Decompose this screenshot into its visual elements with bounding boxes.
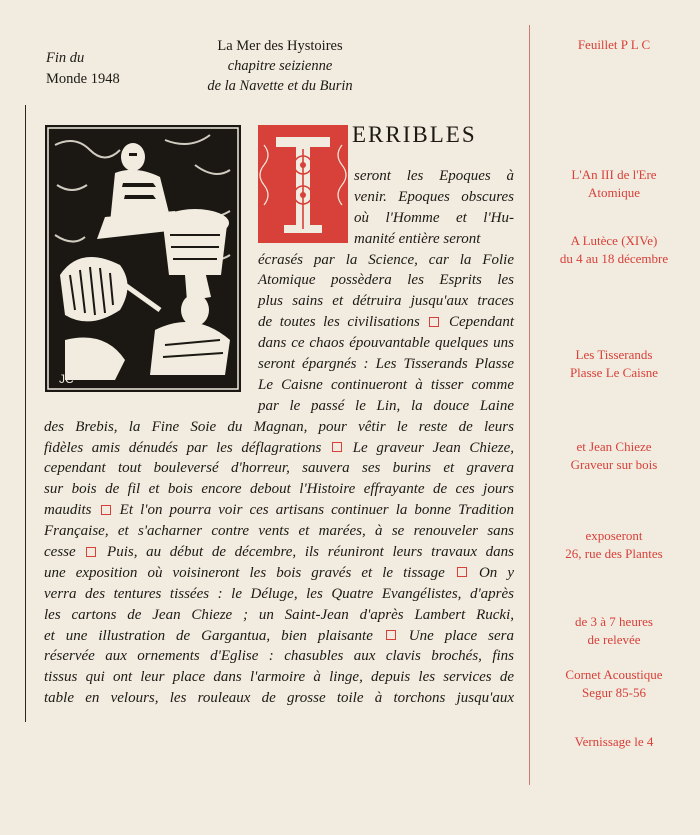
- paragraph-mark: [457, 567, 467, 577]
- chieze-line: et Jean Chieze: [576, 439, 652, 454]
- headword: ERRIBLES: [352, 122, 477, 147]
- body-line: manité entière seront: [354, 230, 481, 247]
- article-body: [44, 166, 514, 709]
- body-line: Française, et s'acharner contre vents et marées, à se renouveler sans: [44, 523, 514, 540]
- body-fragment: une exposition où voisineront les bois gravés et le tissage: [44, 564, 445, 581]
- tisserands-block: [534, 346, 694, 382]
- body-line: table en velours, les rouleaux de grosse toile à torchons jusqu'aux: [44, 690, 514, 707]
- hours-block: [534, 613, 694, 649]
- paragraph-mark: [386, 630, 396, 640]
- vernissage-label: Vernissage le 4: [574, 734, 654, 749]
- body-line: verra des tentures tissées : le Déluge, les Quatre Evangélistes, d'après: [44, 585, 514, 602]
- expo-line: exposeront: [585, 528, 643, 543]
- body-line: [44, 438, 514, 459]
- heading-subtitle: chapitre seizienne: [227, 58, 333, 74]
- fin-du-label: Fin du: [46, 50, 85, 66]
- body-line: Atomique possèdera les Esprits les: [258, 272, 514, 289]
- body-line: venir. Epoques obscures: [354, 188, 514, 205]
- body-fragment: fidèles amis dénudés par les déflagrations: [44, 439, 322, 456]
- right-rule: [529, 25, 530, 785]
- phone-line: Cornet Acoustique: [565, 667, 663, 682]
- tisserands-line: Les Tisserands: [575, 347, 653, 362]
- body-fragment: de toutes les civilisations: [258, 314, 420, 331]
- monde-1948-label: Monde 1948: [46, 71, 120, 87]
- body-line: dans ce chaos épouvantable quelques uns: [258, 335, 514, 352]
- heading-title: La Mer des Hystoires: [217, 38, 343, 54]
- body-line: seront les Epoques à: [354, 168, 514, 184]
- body-line: par le passé le Lin, la douce Laine: [258, 397, 514, 414]
- body-line: [44, 563, 514, 584]
- body-fragment: Une place sera: [408, 627, 514, 644]
- lutece-block: [534, 232, 694, 268]
- body-fragment: et une illustration de Gargantua, bien plaisante: [44, 627, 373, 644]
- body-line: [44, 500, 514, 521]
- body-line: les cartons de Jean Chieze ; un Saint-Jean d'après Lambert Rucki,: [44, 606, 514, 623]
- paragraph-mark: [101, 505, 111, 515]
- woodcut-signature: JC: [59, 372, 74, 386]
- body-fragment: Et l'on pourra voir ces artisans continuer la bonne Tradition: [119, 502, 515, 519]
- body-fragment: Le graveur Jean Chieze,: [352, 439, 515, 456]
- phone-block: [534, 666, 694, 702]
- body-line: sur bois de fil et bois encore debout l'Histoire effrayante de ces jours: [44, 481, 514, 498]
- body-line: des Brebis, la Fine Soie du Magnan, pour vêtir le reste de leurs: [44, 418, 514, 435]
- body-fragment: On y: [478, 564, 515, 581]
- chapter-heading: [170, 36, 390, 96]
- body-line: [44, 542, 514, 563]
- body-line: écrasés par la Science, car la Folie: [258, 251, 514, 268]
- body-line: Le Caisne continueront à tisser comme: [258, 376, 514, 393]
- address-line: 26, rue des Plantes: [565, 546, 663, 561]
- era-line: L'An III de l'Ere: [571, 167, 657, 182]
- paragraph-mark: [429, 317, 439, 327]
- body-fragment: cesse: [44, 544, 76, 561]
- body-line: où l'Homme et l'Hu-: [354, 209, 514, 226]
- dates-line: du 4 au 18 décembre: [559, 251, 669, 266]
- engraver-line: Graveur sur bois: [570, 457, 658, 472]
- era-line: Atomique: [588, 185, 640, 200]
- body-line: [258, 312, 514, 333]
- date-block: [46, 48, 120, 90]
- chieze-block: [534, 438, 694, 474]
- body-line: plus sains et détruira jusqu'aux traces: [258, 293, 514, 310]
- body-fragment: maudits: [44, 502, 92, 519]
- hours-line: de 3 à 7 heures: [575, 614, 653, 629]
- body-line: [44, 626, 514, 647]
- paragraph-mark: [86, 547, 96, 557]
- body-fragment: Cependant: [449, 314, 515, 331]
- body-fragment: Puis, au début de décembre, ils réuniront leurs travaux dans: [107, 544, 515, 561]
- tisserands-names: Plasse Le Caisne: [569, 365, 659, 380]
- feuillet-label: Feuillet P L C: [577, 37, 651, 52]
- paragraph-mark: [332, 442, 342, 452]
- left-rule: [25, 105, 26, 722]
- body-line: cependant tout bouleversé d'horreur, sauvera ses burins et gravera: [44, 460, 514, 477]
- dropcap-letter: T: [302, 240, 304, 241]
- phone-number: Segur 85-56: [582, 685, 646, 700]
- hours-line-2: de relevée: [587, 632, 641, 647]
- body-line: tissus qui ont leur place dans l'armoire à linge, depuis les services de: [44, 669, 514, 686]
- lutece-line: A Lutèce (XIVe): [570, 233, 658, 248]
- expo-block: [534, 527, 694, 563]
- body-line: seront épargnés : Les Tisserands Plasse: [258, 356, 514, 373]
- heading-subtitle-2: de la Navette et du Burin: [207, 78, 353, 94]
- body-line: réservée aux ornements d'Eglise : chasubles aux clavis brochés, fins: [44, 648, 514, 665]
- era-block: [534, 166, 694, 202]
